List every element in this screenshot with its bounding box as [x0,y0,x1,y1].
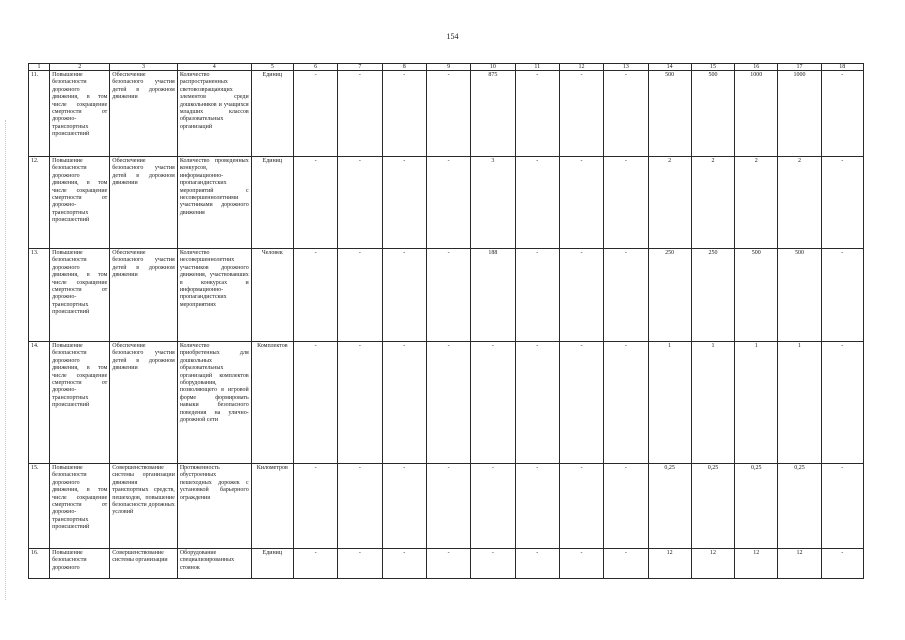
column-header: 5 [251,64,293,71]
value-cell: 0,25 [691,464,734,549]
value-cell: - [821,157,863,249]
task-cell: Обеспечение безопасного участия детей в дорожном движении [110,249,178,342]
task-cell: Совершенствование системы организации движения транспортных средств, пешеходов, повышение безопасности дорожных условий [110,464,178,549]
goal-cell: Повышение безопасности дорожного движения, в том числе сокращение смертности от дорожно-транспортных происшествий [50,157,110,249]
column-header: 10 [471,64,515,71]
value-cell: - [559,464,603,549]
column-header: 3 [110,64,178,71]
value-cell: - [559,249,603,342]
column-header: 7 [338,64,382,71]
table-row [29,71,864,157]
value-cell: 1 [735,342,778,464]
value-cell: 1 [691,342,734,464]
value-cell: - [338,157,382,249]
table-row [29,249,864,342]
indicator-cell: Количество проведенных конкурсов, информационно-пропагандистских мероприятий с несовершеннолетними участниками дорожного движения [177,157,251,249]
value-cell: - [382,71,426,157]
column-number-row [29,64,864,71]
value-cell: - [382,464,426,549]
table-row [29,549,864,579]
column-header: 14 [648,64,691,71]
goal-cell: Повышение безопасности дорожного движения, в том числе сокращение смертности от дорожно-транспортных происшествий [50,71,110,157]
value-cell: 2 [778,157,821,249]
value-cell: - [515,71,559,157]
value-cell: 0,25 [778,464,821,549]
value-cell: 1 [778,342,821,464]
value-cell: - [382,549,426,579]
indicator-cell: Оборудование специализированных стоянок [177,549,251,579]
value-cell: - [604,71,648,157]
value-cell: - [293,157,337,249]
unit-cell: Километров [251,464,293,549]
row-number: 13. [29,249,50,342]
task-cell: Обеспечение безопасного участия детей в дорожном движении [110,157,178,249]
value-cell: 12 [735,549,778,579]
column-header: 1 [29,64,50,71]
indicator-cell: Протяженность обустроенных пешеходных дорожек с установкой барьерного ограждения [177,464,251,549]
indicators-table [28,63,864,579]
value-cell: 0,25 [735,464,778,549]
value-cell: - [426,549,470,579]
value-cell: - [604,249,648,342]
value-cell: 3 [471,157,515,249]
value-cell: - [821,549,863,579]
column-header: 18 [821,64,863,71]
value-cell: 1000 [778,71,821,157]
goal-cell: Повышение безопасности дорожного движения, в том числе сокращение смертности от дорожно-транспортных происшествий [50,342,110,464]
table-row [29,464,864,549]
row-number: 12. [29,157,50,249]
value-cell: - [382,342,426,464]
value-cell: 500 [735,249,778,342]
value-cell: - [293,342,337,464]
value-cell: - [515,249,559,342]
indicator-cell: Количество приобретенных для дошкольных образовательных организаций комплектов оборудования, позволяющего в игровой форме формировать навыки безопасного поведения на улично-дорожной сети [177,342,251,464]
value-cell: 500 [648,71,691,157]
value-cell: - [604,464,648,549]
value-cell: - [821,249,863,342]
unit-cell: Единиц [251,549,293,579]
task-cell: Обеспечение безопасного участия детей в дорожном движении [110,342,178,464]
value-cell: - [426,157,470,249]
unit-cell: Комплектов [251,342,293,464]
column-header: 17 [778,64,821,71]
value-cell: - [426,71,470,157]
value-cell: - [471,342,515,464]
value-cell: - [293,464,337,549]
unit-cell: Единиц [251,71,293,157]
value-cell: 0,25 [648,464,691,549]
row-number: 15. [29,464,50,549]
goal-cell: Повышение безопасности дорожного движения, в том числе сокращение смертности от дорожно-транспортных происшествий [50,249,110,342]
value-cell: - [338,464,382,549]
value-cell: - [293,549,337,579]
value-cell: 250 [648,249,691,342]
value-cell: - [338,549,382,579]
column-header: 8 [382,64,426,71]
goal-cell: Повышение безопасности дорожного [50,549,110,579]
value-cell: - [338,249,382,342]
value-cell: - [426,342,470,464]
value-cell: 1000 [735,71,778,157]
value-cell: - [604,342,648,464]
column-header: 9 [426,64,470,71]
column-header: 12 [559,64,603,71]
value-cell: 250 [691,249,734,342]
value-cell: - [426,464,470,549]
value-cell: - [515,157,559,249]
row-number: 14. [29,342,50,464]
value-cell: 875 [471,71,515,157]
column-header: 2 [50,64,110,71]
value-cell: - [338,342,382,464]
unit-cell: Человек [251,249,293,342]
indicator-cell: Количество распространенных световозвращающих элементов среди дошкольников и учащихся младших классов образовательных организаций [177,71,251,157]
column-header: 16 [735,64,778,71]
value-cell: 2 [735,157,778,249]
value-cell: 1 [648,342,691,464]
column-header: 11 [515,64,559,71]
value-cell: - [293,71,337,157]
value-cell: - [515,464,559,549]
value-cell: - [382,249,426,342]
value-cell: - [515,342,559,464]
value-cell: 12 [691,549,734,579]
column-header: 15 [691,64,734,71]
column-header: 13 [604,64,648,71]
task-cell: Совершенствование системы организации [110,549,178,579]
value-cell: 2 [648,157,691,249]
unit-cell: Единиц [251,157,293,249]
value-cell: 188 [471,249,515,342]
value-cell: - [559,549,603,579]
value-cell: 12 [648,549,691,579]
table-row [29,157,864,249]
value-cell: - [821,342,863,464]
page-number: 154 [446,32,459,41]
value-cell: - [471,549,515,579]
row-number: 16. [29,549,50,579]
value-cell: - [293,249,337,342]
value-cell: - [604,157,648,249]
value-cell: - [338,71,382,157]
value-cell: 500 [778,249,821,342]
value-cell: - [821,71,863,157]
table-row [29,342,864,464]
binding-margin-line [5,120,7,600]
value-cell: 500 [691,71,734,157]
value-cell: - [382,157,426,249]
value-cell: - [604,549,648,579]
value-cell: - [559,342,603,464]
column-header: 6 [293,64,337,71]
row-number: 11. [29,71,50,157]
task-cell: Обеспечение безопасного участия детей в дорожном движении [110,71,178,157]
value-cell: 2 [691,157,734,249]
value-cell: - [559,71,603,157]
value-cell: - [515,549,559,579]
value-cell: - [471,464,515,549]
goal-cell: Повышение безопасности дорожного движения, в том числе сокращение смертности от дорожно-транспортных происшествий [50,464,110,549]
value-cell: - [559,157,603,249]
indicator-cell: Количество несовершеннолетних участников дорожного движения, участвовавших в конкурсах и информационно-пропагандистских мероприятиях [177,249,251,342]
value-cell: 12 [778,549,821,579]
column-header: 4 [177,64,251,71]
value-cell: - [426,249,470,342]
value-cell: - [821,464,863,549]
